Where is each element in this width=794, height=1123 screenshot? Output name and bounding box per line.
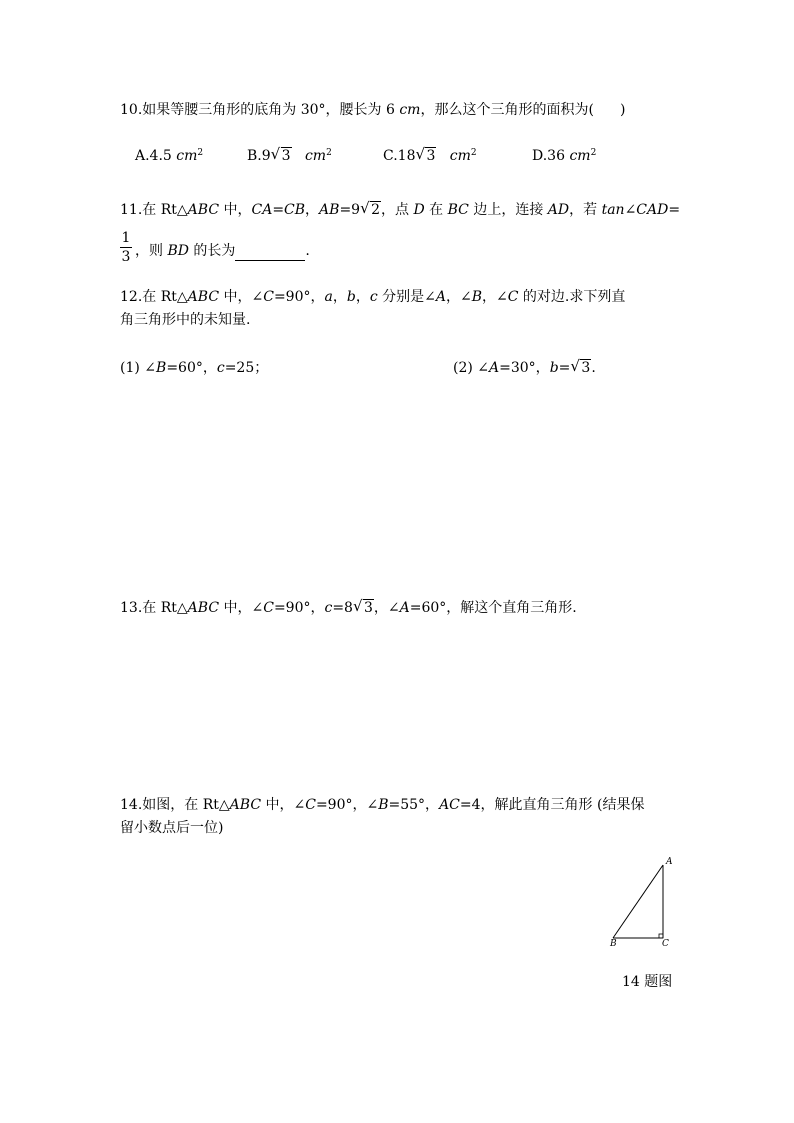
q11-text-8: 的长为 — [188, 243, 236, 259]
q12-sub2-text: (2) ∠ — [453, 360, 490, 376]
q12-angle-c-2: C — [507, 289, 519, 305]
q14-triangle-figure — [605, 855, 685, 955]
q10-unit: cm — [399, 102, 421, 118]
q14-angle-b: B — [378, 797, 389, 813]
q11-ad: AD — [547, 202, 570, 218]
q12-a: a — [324, 289, 333, 305]
q13-radicand: 3 — [363, 600, 373, 616]
q11-text-7: ，则 — [135, 243, 168, 259]
q11-cb: CB — [284, 202, 306, 218]
q13-radical — [354, 598, 374, 618]
q14-text-2: 中，∠ — [261, 797, 306, 813]
q13-c-value: =8 — [332, 600, 353, 616]
q10-option-b-radical — [272, 146, 292, 166]
figure-vertex-a: A — [666, 857, 673, 867]
q10-option-c-radical — [416, 146, 436, 166]
q11-ab: AB — [319, 202, 340, 218]
q10-option-c — [383, 146, 477, 166]
q10-option-a-unit: cm — [176, 148, 198, 164]
q12-sub2-b: b — [549, 360, 559, 376]
q11-text-6: ，若 — [569, 202, 602, 218]
q11-eq-2: = — [668, 202, 681, 218]
q14-abc: ABC — [229, 797, 262, 813]
q13-text-4: ，∠ — [373, 600, 400, 616]
q12-angle-c: C — [263, 289, 274, 305]
q12-text-4: 分别是∠ — [377, 289, 436, 305]
q10-option-c-radicand: 3 — [426, 148, 436, 164]
right-angle-mark — [659, 934, 663, 938]
q10-option-a-value: A.4.5 — [135, 148, 177, 164]
q14-ac: AC — [439, 797, 460, 813]
q12-text-3: =90°， — [273, 289, 325, 305]
q14-text-6: 留小数点后一位) — [120, 820, 224, 836]
q12-sep: ， — [332, 289, 347, 305]
q13-angle-a: A — [399, 600, 410, 616]
q12-sub1-b: B — [156, 360, 167, 376]
q12-sub2-a: A — [489, 360, 500, 376]
q12-subquestion-2 — [453, 358, 596, 378]
q12-text-8: 角三角形中的未知量. — [120, 312, 251, 328]
q13-text-5: =60°，解这个直角三角形. — [409, 600, 577, 616]
q12-sub1-text-3: =25； — [224, 360, 269, 376]
q13-abc: ABC — [187, 600, 220, 616]
q12-stem-line-2 — [120, 310, 250, 330]
q11-abc: ABC — [187, 202, 220, 218]
q13-angle-c: C — [263, 600, 274, 616]
q14-text: 14.如图，在 Rt△ — [120, 797, 230, 813]
q10-option-b-value: B.9 — [247, 148, 271, 164]
q10-stem — [120, 100, 625, 120]
q10-option-b-radicand: 3 — [281, 148, 291, 164]
q11-ab-value: =9 — [339, 202, 361, 218]
q11-text-4: 在 — [424, 202, 448, 218]
q11-tan: tan∠CAD — [601, 202, 669, 218]
q12-sep-2: ， — [355, 289, 370, 305]
q12-text-6: ，∠ — [482, 289, 508, 305]
q12-angle-b: B — [471, 289, 482, 305]
figure-vertex-c: C — [662, 939, 669, 949]
q12-sub1-c: c — [216, 360, 225, 376]
q12-subquestion-1 — [120, 358, 268, 378]
q12-angle-a: A — [435, 289, 446, 305]
q11-stem — [120, 200, 680, 220]
q12-stem — [120, 287, 625, 307]
q10-stem-text-2: ，那么这个三角形的面积为( — [420, 102, 594, 118]
q12-text: 12.在 Rt△ — [120, 289, 188, 305]
q12-c: c — [369, 289, 378, 305]
q11-eq: = — [272, 202, 285, 218]
q13-text-2: 中，∠ — [219, 600, 264, 616]
q11-comma: ， — [305, 202, 320, 218]
q10-option-d-exp: 2 — [590, 148, 597, 158]
q10-option-b-unit: cm — [304, 148, 327, 164]
q11-frac-bar — [120, 247, 132, 248]
q11-text-2: 中， — [219, 202, 252, 218]
q10-option-c-value: C.18 — [383, 148, 416, 164]
q11-bd: BD — [167, 243, 189, 259]
figure-vertex-b: B — [610, 939, 617, 949]
q12-sub2-radicand: 3 — [581, 360, 591, 376]
q13-text: 13.在 Rt△ — [120, 600, 188, 616]
q10-option-c-unit: cm — [449, 148, 471, 164]
q11-d: D — [413, 202, 425, 218]
q10-stem-text: 10.如果等腰三角形的底角为 30°，腰长为 6 — [120, 102, 400, 118]
q12-text-7: 的对边.求下列直 — [518, 289, 626, 305]
q12-text-2: 中，∠ — [219, 289, 264, 305]
q12-sub1-text-2: =60°， — [166, 360, 217, 376]
q12-sub1-text: (1) ∠ — [120, 360, 157, 376]
q10-stem-close: ) — [619, 102, 626, 118]
q11-text: 11.在 Rt△ — [120, 202, 188, 218]
q11-radicand: 2 — [371, 202, 381, 218]
q14-text-3: =90°，∠ — [315, 797, 379, 813]
q13-text-3: =90°， — [273, 600, 325, 616]
q11-answer-blank[interactable] — [235, 246, 305, 261]
q11-fraction — [120, 230, 132, 265]
q14-stem-line-2 — [120, 818, 223, 838]
q12-sub2-eq: = — [558, 360, 571, 376]
q14-stem — [120, 795, 644, 815]
q14-text-4: =55°， — [388, 797, 440, 813]
q10-option-c-exp: 2 — [470, 148, 477, 158]
q11-stem-2 — [135, 241, 310, 261]
q10-option-a-exp: 2 — [197, 148, 204, 158]
q11-text-3: ，点 — [381, 202, 414, 218]
q11-bc: BC — [447, 202, 469, 218]
q13-c: c — [324, 600, 333, 616]
q11-ca: CA — [251, 202, 273, 218]
q12-sub2-radical — [571, 358, 591, 378]
q10-option-a — [135, 146, 203, 166]
q12-text-5: ，∠ — [445, 289, 472, 305]
q10-option-b — [247, 146, 332, 166]
q10-option-b-exp: 2 — [326, 148, 332, 158]
q13-stem — [120, 598, 577, 618]
q11-frac-num: 1 — [121, 230, 131, 246]
q10-option-d — [532, 146, 596, 166]
triangle-side-ab — [613, 865, 663, 938]
q14-angle-c: C — [305, 797, 316, 813]
q11-text-5: 边上，连接 — [468, 202, 548, 218]
q10-option-d-value: D.36 — [532, 148, 570, 164]
q12-sub2-period: . — [591, 360, 596, 376]
q11-radical — [361, 200, 381, 220]
q10-option-d-unit: cm — [569, 148, 591, 164]
q11-period: . — [305, 243, 310, 259]
q14-figure-caption: 14 题图 — [622, 974, 673, 990]
q12-b: b — [346, 289, 356, 305]
q14-text-5: =4，解此直角三角形 (结果保 — [459, 797, 645, 813]
q11-frac-den: 3 — [121, 249, 131, 265]
q12-abc: ABC — [187, 289, 220, 305]
q12-sub2-text-2: =30°， — [499, 360, 550, 376]
